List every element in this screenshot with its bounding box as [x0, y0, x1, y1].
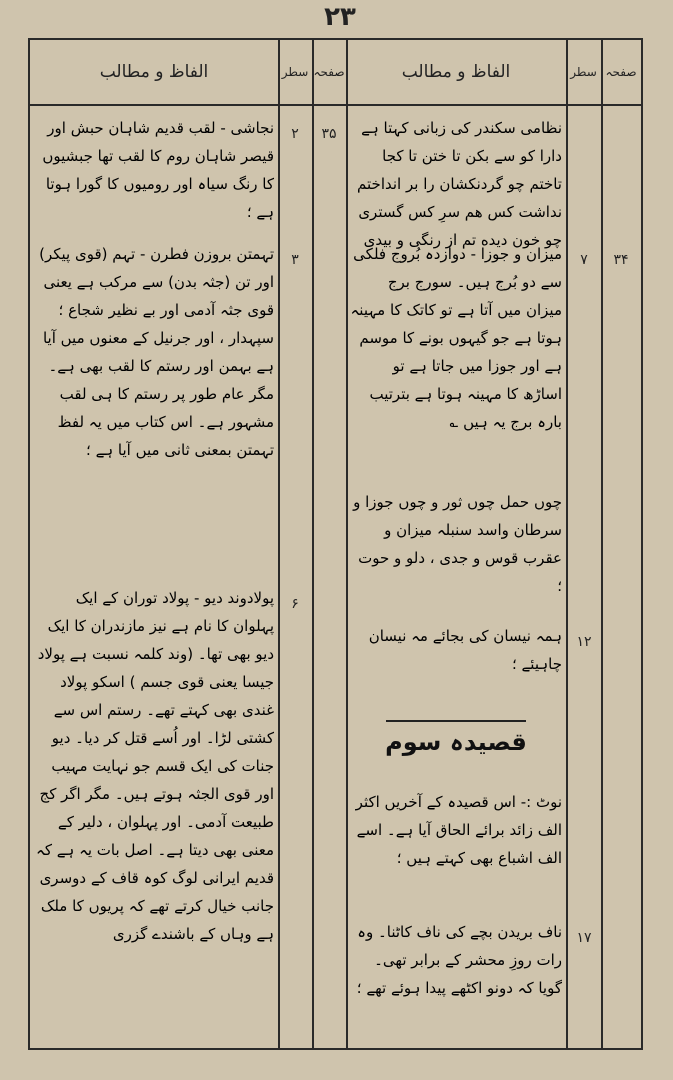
right-entry-6: ناف بریدن بچے کی ناف کاٹنا۔ وہ رات روزِ محشر کے برابر تھی۔ گویا کہ دونو اکٹھے پیدا ہوئے تھے ؛	[356, 923, 562, 997]
header-rule	[30, 104, 641, 106]
right-entry-2: میزان و جوزا - دوازدہ بُروج فلکی سے دو بُرج ہیں۔ سورج برج میزان میں آتا ہے تو کاتک کا مہینہ ہوتا ہے جو گیہوں بونے کا موسم ہے اور جوزا میں جاتا ہے تو اساڑھ کا مہینہ ہوتا ہے بترتیب بارہ برج یہ ہیں ؎	[350, 245, 562, 431]
left-entry-1-page: ۳۵	[321, 126, 337, 142]
right-line-divider	[601, 40, 603, 1048]
right-page-header: صفحہ	[605, 65, 637, 79]
right-entry-4-line: ۱۲	[576, 634, 592, 650]
left-entry-1-line: ۲	[291, 126, 299, 142]
left-text-divider	[278, 40, 280, 1048]
left-line-divider	[312, 40, 314, 1048]
right-entry-2-page: ۳۴	[613, 252, 629, 268]
right-entry-5: نوٹ :- اس قصیدہ کے آخریں اکثر الف زائد برائے الحاق آیا ہے۔ اسے الف اشباع بھی کہتے ہیں ؛	[355, 793, 562, 867]
right-line-header: سطر	[570, 65, 597, 79]
right-entry-4: ہمہ نیسان کی بجائے مہ نیسان چاہیئے ؛	[368, 627, 562, 673]
left-entry-2-line: ۳	[291, 252, 299, 268]
heading-rule	[386, 720, 526, 722]
center-divider	[346, 40, 348, 1048]
left-entry-1: نجاشی - لقب قدیم شاہان حبش اور قیصر شاہان روم کا لقب تھا جبشیوں کا رنگ سیاہ اور رومیوں کا گورا ہوتا ہے ؛	[42, 119, 274, 221]
left-entry-3: پولادوند دیو - پولاد توران کے ایک پہلوان کا نام ہے نیز مازندران کا ایک دیو بھی تھا۔ (وند کلمہ نسبت ہے پولاد جیسا یعنی قوی جسم ) اسکو پولاد غندی بھی کہتے تھے۔ رستم اس سے کشتی لڑا۔ اور اُسے قتل کر دیا۔ دیو جنات کی ایک قسم جو نہایت مہیب اور قوی الجثہ ہوتے ہیں۔ مگر اگر کج طبیعت آدمی۔ اور پہلوان ، دلیر کے معنی بھی دیتا ہے۔ اصل بات یہ ہے کہ قدیم ایرانی لوگ کوہ قاف کے دوسری جانب خیال کرتے تھے کہ پریوں کا ملک ہے وہاں کے باشندے گزری	[36, 589, 274, 943]
section-heading: قصیدہ سوم	[385, 728, 527, 756]
right-entry-3: چوں حمل چوں ثور و چوں جوزا و سرطان واسد سنبلہ میزان و عقرب قوس و جدی ، دلو و حوت ؛	[353, 493, 562, 595]
right-entry-1: نظامی سکندر کی زبانی کہتا ہے دارا کو سے بکن تا ختن تا کجا تاختم چو گردنکشان را بر انداختم نداشت کس هم سرِ کس گستری چو خون دیده تم از رنگی و بیدی	[357, 119, 562, 249]
left-entry-3-line: ۶	[291, 596, 299, 612]
right-entry-2-line: ۷	[580, 252, 588, 268]
left-line-header: سطر	[281, 65, 309, 79]
page-number: ۲۳	[324, 2, 356, 32]
left-page-header: صفحہ	[313, 65, 345, 79]
left-entry-2: تہمتن بروزن فطرن - تہم (قوی پیکر) اور تن (جثہ بدن) سے مرکب ہے یعنی قوی جثہ آدمی اور بے نظیر شجاع ؛ سپہدار ، اور جرنیل کے معنوں میں آیا ہے بہمن اور رستم کا لقب بھی ہے۔ مگر عام طور پر رستم کا ہی لقب مشہور ہے۔ اس کتاب میں یہ لفظ تہمتن بمعنی ثانی میں آیا ہے ؛	[39, 245, 274, 459]
right-text-header: الفاظ و مطالب	[401, 62, 511, 82]
right-entry-6-line: ۱۷	[576, 930, 592, 946]
glossary-table	[28, 38, 643, 1050]
right-text-divider	[566, 40, 568, 1048]
left-text-header: الفاظ و مطالب	[99, 62, 209, 82]
